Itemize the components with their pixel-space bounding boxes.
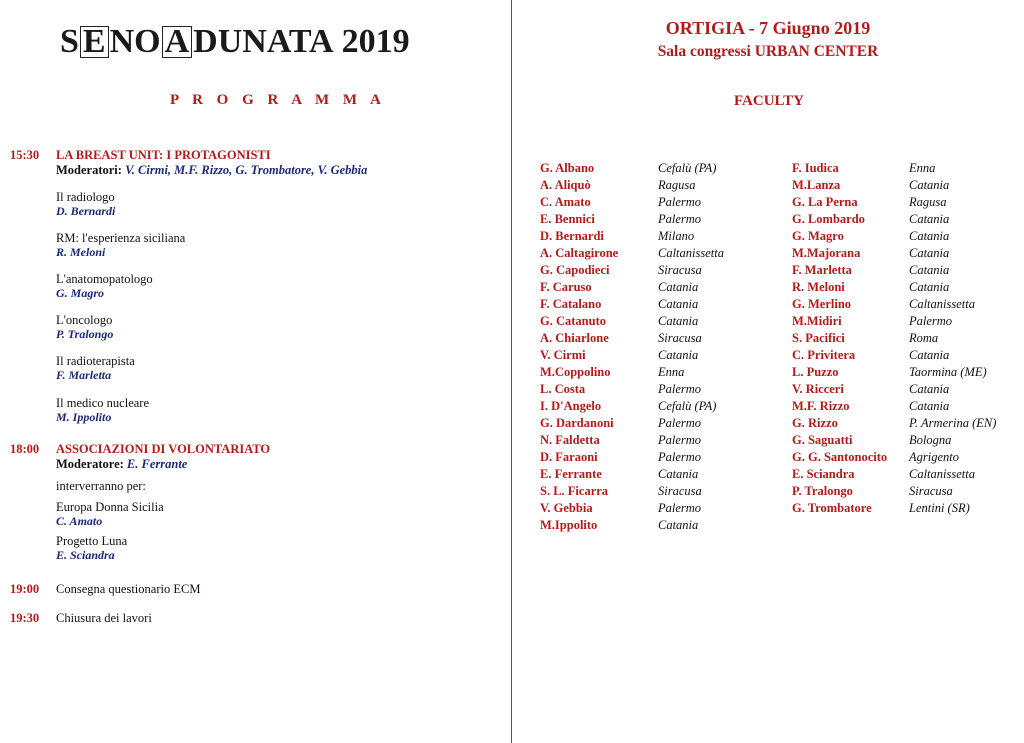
faculty-city: Cefalù (PA) [658, 399, 717, 413]
faculty-name: M.F. Rizzo [792, 399, 850, 413]
faculty-name: L. Puzzo [792, 365, 839, 379]
faculty-name: G. Albano [540, 161, 595, 175]
faculty-list-right [792, 160, 1024, 517]
session-text: Consegna questionario ECM [56, 582, 201, 596]
faculty-city: Palermo [658, 416, 702, 430]
session-heading: ASSOCIAZIONI DI VOLONTARIATO [56, 442, 271, 456]
faculty-name: G. Catanuto [540, 314, 606, 328]
faculty-row [540, 245, 780, 262]
faculty-row [792, 432, 1024, 449]
faculty-name: R. Meloni [792, 280, 845, 294]
faculty-row [540, 517, 780, 534]
faculty-city: Catania [909, 246, 950, 260]
faculty-city: Catania [909, 348, 950, 362]
faculty-row [792, 228, 1024, 245]
session-text: Chiusura dei lavori [56, 611, 152, 625]
faculty-city: Siracusa [909, 484, 953, 498]
talk-role: RM: l'esperienza siciliana [56, 231, 186, 245]
faculty-city: Catania [909, 263, 950, 277]
faculty-row [540, 415, 780, 432]
moderators-label: Moderatore: [56, 457, 124, 471]
session-time: 18:00 [10, 442, 40, 456]
faculty-city: Palermo [658, 501, 702, 515]
faculty-city: Palermo [658, 450, 702, 464]
faculty-name: M.Ippolito [540, 518, 598, 532]
faculty-city: Catania [658, 297, 699, 311]
faculty-name: S. Pacifici [792, 331, 845, 345]
faculty-row [792, 381, 1024, 398]
programme-heading: P R O G R A M M A [170, 92, 386, 108]
faculty-row [792, 449, 1024, 466]
faculty-name: G. Rizzo [792, 416, 838, 430]
talk-speaker: G. Magro [56, 286, 105, 300]
faculty-name: C. Privitera [792, 348, 856, 362]
faculty-city: Catania [658, 348, 699, 362]
faculty-name: D. Bernardi [540, 229, 604, 243]
faculty-name: S. L. Ficarra [540, 484, 609, 498]
faculty-city: Agrigento [909, 450, 959, 464]
faculty-row [540, 211, 780, 228]
faculty-city: Milano [658, 229, 695, 243]
faculty-name: G. La Perna [792, 195, 858, 209]
faculty-name: E. Bennici [540, 212, 595, 226]
faculty-row [792, 296, 1024, 313]
faculty-name: V. Gebbia [540, 501, 593, 515]
faculty-name: I. D'Angelo [540, 399, 602, 413]
faculty-name: G. G. Santonocito [792, 450, 888, 464]
faculty-row [540, 160, 780, 177]
faculty-name: G. Merlino [792, 297, 852, 311]
faculty-city: Catania [909, 382, 950, 396]
faculty-row [540, 432, 780, 449]
faculty-row [540, 449, 780, 466]
faculty-name: E. Ferrante [540, 467, 602, 481]
talk-speaker: D. Bernardi [56, 204, 116, 218]
faculty-name: A. Chiarlone [540, 331, 609, 345]
faculty-row [792, 364, 1024, 381]
faculty-row [792, 211, 1024, 228]
faculty-city: Catania [658, 467, 699, 481]
talk-speaker: R. Meloni [56, 245, 106, 259]
faculty-name: D. Faraoni [540, 450, 598, 464]
faculty-row [540, 500, 780, 517]
faculty-city: Catania [658, 314, 699, 328]
talk-role: L'anatomopatologo [56, 272, 153, 286]
title-boxed-e: E [80, 26, 109, 58]
faculty-row [792, 262, 1024, 279]
faculty-city: Palermo [658, 382, 702, 396]
faculty-name: G. Magro [792, 229, 844, 243]
faculty-name: V. Cirmi [540, 348, 586, 362]
faculty-row [540, 483, 780, 500]
event-title [60, 20, 440, 64]
faculty-row [792, 466, 1024, 483]
moderators-names: E. Ferrante [126, 457, 188, 471]
faculty-row [540, 228, 780, 245]
faculty-city: Palermo [658, 195, 702, 209]
faculty-row [540, 262, 780, 279]
faculty-row [540, 466, 780, 483]
faculty-name: M.Lanza [792, 178, 841, 192]
session-time: 19:30 [10, 611, 40, 625]
faculty-name: A. Caltagirone [540, 246, 619, 260]
talk-role: Il radiologo [56, 190, 115, 204]
title-year: 2019 [341, 23, 410, 60]
faculty-name: E. Sciandra [792, 467, 855, 481]
title-letters-no: NO [109, 23, 161, 60]
faculty-heading: FACULTY [734, 93, 805, 109]
faculty-city: Caltanissetta [909, 297, 975, 311]
faculty-city: Catania [658, 280, 699, 294]
event-location-date: ORTIGIA - 7 Giugno 2019 [665, 18, 871, 38]
faculty-row [540, 347, 780, 364]
faculty-city: Cefalù (PA) [658, 161, 717, 175]
faculty-name: F. Catalano [540, 297, 602, 311]
moderators-line [56, 163, 486, 178]
faculty-row [792, 330, 1024, 347]
faculty-row [792, 483, 1024, 500]
faculty-name: M.Coppolino [540, 365, 611, 379]
title-letter-s: S [60, 23, 79, 60]
session-time: 19:00 [10, 582, 40, 596]
talk-speaker: M. Ippolito [56, 410, 112, 424]
faculty-row [540, 313, 780, 330]
faculty-name: F. Marletta [792, 263, 852, 277]
faculty-city: Palermo [658, 433, 702, 447]
faculty-name: A. Aliquò [540, 178, 591, 192]
faculty-city: Siracusa [658, 331, 702, 345]
faculty-name: C. Amato [540, 195, 591, 209]
event-venue: Sala congressi URBAN CENTER [657, 43, 879, 60]
faculty-row [540, 194, 780, 211]
faculty-name: G. Trombatore [792, 501, 872, 515]
faculty-city: Catania [909, 280, 950, 294]
faculty-city: Bologna [909, 433, 952, 447]
faculty-row [540, 398, 780, 415]
faculty-city: Catania [909, 212, 950, 226]
faculty-name: G. Capodieci [540, 263, 610, 277]
faculty-name: P. Tralongo [792, 484, 853, 498]
talk-role: Il radioterapista [56, 354, 135, 368]
faculty-name: G. Dardanoni [540, 416, 614, 430]
moderators-label: Moderatori: [56, 163, 122, 177]
page-divider [511, 0, 512, 743]
faculty-name: V. Ricceri [792, 382, 844, 396]
faculty-city: Catania [658, 518, 699, 532]
faculty-name: G. Lombardo [792, 212, 865, 226]
faculty-city: Palermo [658, 212, 702, 226]
faculty-row [792, 398, 1024, 415]
session-heading: LA BREAST UNIT: I PROTAGONISTI [56, 148, 271, 162]
talk-speaker: E. Sciandra [56, 548, 115, 562]
title-boxed-a: A [162, 26, 193, 58]
faculty-city: P. Armerina (EN) [909, 416, 997, 430]
faculty-row [792, 160, 1024, 177]
talk-role: Europa Donna Sicilia [56, 500, 164, 514]
faculty-row [792, 279, 1024, 296]
session-time: 15:30 [10, 148, 40, 162]
moderators-names: V. Cirmi, M.F. Rizzo, G. Trombatore, V. Gebbia [125, 163, 368, 177]
faculty-row [792, 347, 1024, 364]
session-content [56, 148, 486, 178]
talk-speaker: P. Tralongo [56, 327, 114, 341]
faculty-row [792, 194, 1024, 211]
talk-role: L'oncologo [56, 313, 113, 327]
faculty-row [540, 177, 780, 194]
faculty-city: Roma [909, 331, 939, 345]
talk-speaker: C. Amato [56, 514, 103, 528]
faculty-city: Caltanissetta [658, 246, 724, 260]
title-letters-dunata: DUNATA [193, 23, 334, 60]
faculty-row [792, 313, 1024, 330]
faculty-city: Caltanissetta [909, 467, 975, 481]
faculty-row [540, 296, 780, 313]
talk-role: Progetto Luna [56, 534, 128, 548]
faculty-name: F. Iudica [792, 161, 839, 175]
faculty-list-left [540, 160, 780, 534]
faculty-city: Enna [909, 161, 936, 175]
faculty-row [540, 279, 780, 296]
talk-role: Il medico nucleare [56, 396, 150, 410]
faculty-row [792, 177, 1024, 194]
talk-speaker: F. Marletta [56, 368, 112, 382]
faculty-row [540, 364, 780, 381]
faculty-city: Siracusa [658, 484, 702, 498]
session-content [56, 442, 486, 472]
faculty-city: Lentini (SR) [909, 501, 970, 515]
faculty-city: Enna [658, 365, 685, 379]
faculty-city: Siracusa [658, 263, 702, 277]
faculty-row [792, 500, 1024, 517]
faculty-name: F. Caruso [540, 280, 592, 294]
faculty-city: Ragusa [909, 195, 947, 209]
faculty-row [792, 415, 1024, 432]
faculty-city: Ragusa [658, 178, 696, 192]
faculty-row [792, 245, 1024, 262]
faculty-name: G. Saguatti [792, 433, 853, 447]
faculty-city: Taormina (ME) [909, 365, 987, 379]
faculty-name: M.Midiri [792, 314, 842, 328]
moderators-line [56, 457, 486, 472]
faculty-city: Catania [909, 229, 950, 243]
faculty-name: N. Faldetta [540, 433, 600, 447]
faculty-name: L. Costa [540, 382, 586, 396]
intro-text: interverranno per: [56, 479, 146, 493]
faculty-row [540, 381, 780, 398]
faculty-city: Catania [909, 399, 950, 413]
faculty-city: Palermo [909, 314, 953, 328]
faculty-city: Catania [909, 178, 950, 192]
faculty-name: M.Majorana [792, 246, 861, 260]
faculty-row [540, 330, 780, 347]
